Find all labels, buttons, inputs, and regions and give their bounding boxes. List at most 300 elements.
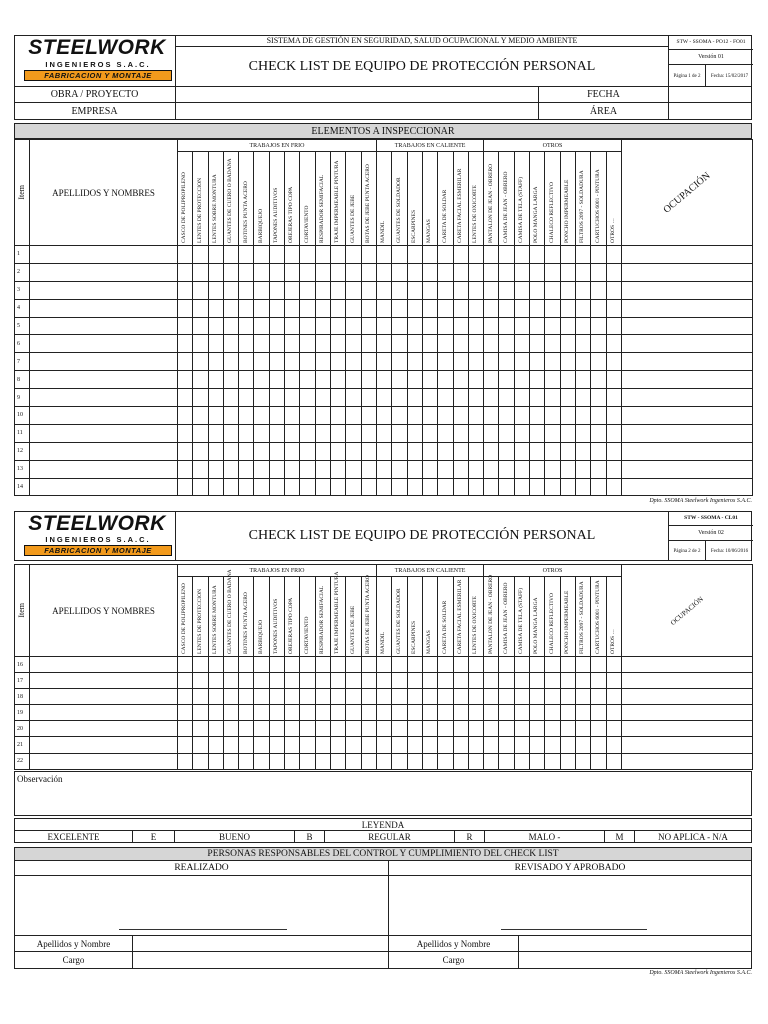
check-cell[interactable] — [392, 689, 407, 705]
check-cell[interactable] — [499, 737, 514, 753]
check-cell[interactable] — [392, 407, 407, 425]
check-cell[interactable] — [530, 299, 545, 317]
check-cell[interactable] — [223, 460, 238, 478]
check-cell[interactable] — [254, 389, 269, 407]
check-cell[interactable] — [208, 317, 223, 335]
check-cell[interactable] — [315, 478, 330, 496]
check-cell[interactable] — [606, 442, 621, 460]
check-cell[interactable] — [315, 424, 330, 442]
check-cell[interactable] — [575, 389, 590, 407]
check-cell[interactable] — [453, 281, 468, 299]
check-cell[interactable] — [453, 705, 468, 721]
check-cell[interactable] — [438, 263, 453, 281]
check-cell[interactable] — [330, 442, 345, 460]
check-cell[interactable] — [575, 335, 590, 353]
name-cell[interactable] — [30, 460, 178, 478]
name-cell[interactable] — [30, 371, 178, 389]
check-cell[interactable] — [193, 705, 208, 721]
check-cell[interactable] — [575, 673, 590, 689]
check-cell[interactable] — [193, 721, 208, 737]
check-cell[interactable] — [591, 657, 606, 673]
check-cell[interactable] — [377, 246, 392, 264]
check-cell[interactable] — [530, 705, 545, 721]
check-cell[interactable] — [468, 389, 483, 407]
check-cell[interactable] — [254, 407, 269, 425]
obra-input[interactable] — [176, 87, 538, 103]
check-cell[interactable] — [239, 371, 254, 389]
check-cell[interactable] — [193, 478, 208, 496]
check-cell[interactable] — [438, 460, 453, 478]
check-cell[interactable] — [223, 299, 238, 317]
check-cell[interactable] — [591, 442, 606, 460]
check-cell[interactable] — [468, 753, 483, 769]
check-cell[interactable] — [315, 281, 330, 299]
check-cell[interactable] — [239, 657, 254, 673]
check-cell[interactable] — [606, 371, 621, 389]
check-cell[interactable] — [606, 335, 621, 353]
check-cell[interactable] — [239, 263, 254, 281]
check-cell[interactable] — [300, 442, 315, 460]
check-cell[interactable] — [530, 737, 545, 753]
check-cell[interactable] — [346, 721, 361, 737]
check-cell[interactable] — [300, 657, 315, 673]
check-cell[interactable] — [484, 335, 499, 353]
check-cell[interactable] — [438, 353, 453, 371]
check-cell[interactable] — [591, 407, 606, 425]
check-cell[interactable] — [392, 424, 407, 442]
check-cell[interactable] — [193, 460, 208, 478]
check-cell[interactable] — [407, 353, 422, 371]
check-cell[interactable] — [392, 299, 407, 317]
check-cell[interactable] — [330, 389, 345, 407]
ocupacion-cell[interactable] — [621, 460, 752, 478]
check-cell[interactable] — [468, 657, 483, 673]
check-cell[interactable] — [377, 407, 392, 425]
check-cell[interactable] — [223, 263, 238, 281]
check-cell[interactable] — [591, 317, 606, 335]
check-cell[interactable] — [392, 246, 407, 264]
check-cell[interactable] — [530, 424, 545, 442]
check-cell[interactable] — [606, 389, 621, 407]
check-cell[interactable] — [407, 299, 422, 317]
check-cell[interactable] — [330, 371, 345, 389]
check-cell[interactable] — [193, 389, 208, 407]
check-cell[interactable] — [484, 246, 499, 264]
check-cell[interactable] — [239, 317, 254, 335]
check-cell[interactable] — [591, 705, 606, 721]
check-cell[interactable] — [223, 442, 238, 460]
check-cell[interactable] — [591, 353, 606, 371]
check-cell[interactable] — [514, 657, 529, 673]
check-cell[interactable] — [438, 389, 453, 407]
check-cell[interactable] — [484, 657, 499, 673]
check-cell[interactable] — [346, 673, 361, 689]
check-cell[interactable] — [407, 407, 422, 425]
check-cell[interactable] — [606, 657, 621, 673]
check-cell[interactable] — [606, 478, 621, 496]
check-cell[interactable] — [361, 460, 376, 478]
check-cell[interactable] — [438, 737, 453, 753]
check-cell[interactable] — [377, 317, 392, 335]
check-cell[interactable] — [422, 335, 437, 353]
check-cell[interactable] — [484, 753, 499, 769]
check-cell[interactable] — [300, 407, 315, 425]
check-cell[interactable] — [300, 281, 315, 299]
check-cell[interactable] — [208, 460, 223, 478]
check-cell[interactable] — [223, 389, 238, 407]
check-cell[interactable] — [591, 281, 606, 299]
check-cell[interactable] — [285, 721, 300, 737]
check-cell[interactable] — [223, 371, 238, 389]
check-cell[interactable] — [530, 281, 545, 299]
check-cell[interactable] — [453, 460, 468, 478]
name-cell[interactable] — [30, 478, 178, 496]
check-cell[interactable] — [377, 371, 392, 389]
check-cell[interactable] — [223, 281, 238, 299]
check-cell[interactable] — [545, 371, 560, 389]
ocupacion-cell[interactable] — [621, 657, 752, 673]
check-cell[interactable] — [407, 721, 422, 737]
check-cell[interactable] — [285, 335, 300, 353]
name-cell[interactable] — [30, 753, 178, 769]
check-cell[interactable] — [545, 721, 560, 737]
check-cell[interactable] — [239, 460, 254, 478]
check-cell[interactable] — [484, 353, 499, 371]
check-cell[interactable] — [422, 705, 437, 721]
check-cell[interactable] — [193, 353, 208, 371]
check-cell[interactable] — [545, 705, 560, 721]
check-cell[interactable] — [178, 299, 193, 317]
cargo-input-left[interactable] — [133, 952, 389, 968]
check-cell[interactable] — [422, 299, 437, 317]
name-cell[interactable] — [30, 335, 178, 353]
check-cell[interactable] — [606, 705, 621, 721]
check-cell[interactable] — [560, 753, 575, 769]
check-cell[interactable] — [514, 246, 529, 264]
check-cell[interactable] — [392, 737, 407, 753]
check-cell[interactable] — [330, 478, 345, 496]
check-cell[interactable] — [468, 460, 483, 478]
check-cell[interactable] — [545, 478, 560, 496]
check-cell[interactable] — [269, 335, 284, 353]
check-cell[interactable] — [407, 673, 422, 689]
check-cell[interactable] — [438, 335, 453, 353]
apellidos-input-right[interactable] — [519, 936, 751, 952]
check-cell[interactable] — [407, 460, 422, 478]
check-cell[interactable] — [499, 705, 514, 721]
check-cell[interactable] — [575, 281, 590, 299]
ocupacion-cell[interactable] — [621, 389, 752, 407]
check-cell[interactable] — [514, 442, 529, 460]
check-cell[interactable] — [514, 705, 529, 721]
ocupacion-cell[interactable] — [621, 478, 752, 496]
check-cell[interactable] — [285, 753, 300, 769]
check-cell[interactable] — [178, 753, 193, 769]
check-cell[interactable] — [484, 460, 499, 478]
check-cell[interactable] — [591, 460, 606, 478]
check-cell[interactable] — [208, 335, 223, 353]
check-cell[interactable] — [285, 407, 300, 425]
check-cell[interactable] — [438, 705, 453, 721]
check-cell[interactable] — [591, 424, 606, 442]
check-cell[interactable] — [193, 689, 208, 705]
check-cell[interactable] — [484, 442, 499, 460]
check-cell[interactable] — [422, 407, 437, 425]
check-cell[interactable] — [178, 657, 193, 673]
check-cell[interactable] — [575, 689, 590, 705]
check-cell[interactable] — [330, 317, 345, 335]
check-cell[interactable] — [193, 442, 208, 460]
check-cell[interactable] — [453, 317, 468, 335]
check-cell[interactable] — [223, 721, 238, 737]
check-cell[interactable] — [468, 737, 483, 753]
check-cell[interactable] — [422, 460, 437, 478]
check-cell[interactable] — [330, 281, 345, 299]
ocupacion-cell[interactable] — [621, 371, 752, 389]
check-cell[interactable] — [499, 246, 514, 264]
check-cell[interactable] — [422, 721, 437, 737]
check-cell[interactable] — [223, 317, 238, 335]
check-cell[interactable] — [560, 737, 575, 753]
check-cell[interactable] — [575, 753, 590, 769]
check-cell[interactable] — [208, 753, 223, 769]
check-cell[interactable] — [377, 705, 392, 721]
check-cell[interactable] — [208, 657, 223, 673]
check-cell[interactable] — [315, 317, 330, 335]
check-cell[interactable] — [560, 353, 575, 371]
check-cell[interactable] — [530, 721, 545, 737]
check-cell[interactable] — [300, 335, 315, 353]
check-cell[interactable] — [484, 721, 499, 737]
check-cell[interactable] — [254, 721, 269, 737]
check-cell[interactable] — [285, 657, 300, 673]
check-cell[interactable] — [407, 335, 422, 353]
check-cell[interactable] — [269, 737, 284, 753]
check-cell[interactable] — [591, 478, 606, 496]
check-cell[interactable] — [361, 705, 376, 721]
check-cell[interactable] — [254, 424, 269, 442]
check-cell[interactable] — [591, 371, 606, 389]
check-cell[interactable] — [315, 737, 330, 753]
check-cell[interactable] — [315, 657, 330, 673]
check-cell[interactable] — [300, 371, 315, 389]
check-cell[interactable] — [560, 335, 575, 353]
check-cell[interactable] — [545, 299, 560, 317]
check-cell[interactable] — [223, 353, 238, 371]
check-cell[interactable] — [178, 705, 193, 721]
check-cell[interactable] — [606, 353, 621, 371]
check-cell[interactable] — [560, 478, 575, 496]
check-cell[interactable] — [530, 317, 545, 335]
check-cell[interactable] — [300, 478, 315, 496]
check-cell[interactable] — [453, 389, 468, 407]
check-cell[interactable] — [361, 689, 376, 705]
check-cell[interactable] — [315, 442, 330, 460]
check-cell[interactable] — [223, 673, 238, 689]
check-cell[interactable] — [499, 460, 514, 478]
check-cell[interactable] — [545, 335, 560, 353]
check-cell[interactable] — [468, 353, 483, 371]
check-cell[interactable] — [193, 263, 208, 281]
check-cell[interactable] — [330, 335, 345, 353]
check-cell[interactable] — [438, 478, 453, 496]
check-cell[interactable] — [300, 246, 315, 264]
check-cell[interactable] — [575, 721, 590, 737]
check-cell[interactable] — [269, 442, 284, 460]
check-cell[interactable] — [330, 657, 345, 673]
check-cell[interactable] — [285, 705, 300, 721]
fecha-input[interactable] — [668, 87, 752, 103]
check-cell[interactable] — [285, 353, 300, 371]
check-cell[interactable] — [530, 389, 545, 407]
check-cell[interactable] — [453, 299, 468, 317]
check-cell[interactable] — [575, 317, 590, 335]
check-cell[interactable] — [315, 246, 330, 264]
check-cell[interactable] — [285, 299, 300, 317]
check-cell[interactable] — [422, 753, 437, 769]
check-cell[interactable] — [346, 317, 361, 335]
check-cell[interactable] — [484, 407, 499, 425]
check-cell[interactable] — [438, 673, 453, 689]
check-cell[interactable] — [285, 281, 300, 299]
check-cell[interactable] — [254, 281, 269, 299]
check-cell[interactable] — [453, 424, 468, 442]
check-cell[interactable] — [285, 263, 300, 281]
check-cell[interactable] — [453, 478, 468, 496]
check-cell[interactable] — [315, 460, 330, 478]
check-cell[interactable] — [361, 721, 376, 737]
check-cell[interactable] — [330, 263, 345, 281]
check-cell[interactable] — [499, 389, 514, 407]
check-cell[interactable] — [269, 389, 284, 407]
check-cell[interactable] — [392, 371, 407, 389]
check-cell[interactable] — [330, 673, 345, 689]
check-cell[interactable] — [377, 689, 392, 705]
check-cell[interactable] — [361, 317, 376, 335]
check-cell[interactable] — [545, 263, 560, 281]
check-cell[interactable] — [193, 424, 208, 442]
check-cell[interactable] — [300, 299, 315, 317]
check-cell[interactable] — [453, 442, 468, 460]
ocupacion-cell[interactable] — [621, 689, 752, 705]
check-cell[interactable] — [377, 737, 392, 753]
check-cell[interactable] — [560, 263, 575, 281]
check-cell[interactable] — [453, 673, 468, 689]
check-cell[interactable] — [499, 673, 514, 689]
check-cell[interactable] — [208, 705, 223, 721]
check-cell[interactable] — [392, 335, 407, 353]
ocupacion-cell[interactable] — [621, 246, 752, 264]
check-cell[interactable] — [361, 424, 376, 442]
check-cell[interactable] — [346, 753, 361, 769]
check-cell[interactable] — [254, 335, 269, 353]
check-cell[interactable] — [346, 737, 361, 753]
check-cell[interactable] — [514, 478, 529, 496]
check-cell[interactable] — [591, 263, 606, 281]
check-cell[interactable] — [575, 371, 590, 389]
check-cell[interactable] — [330, 753, 345, 769]
check-cell[interactable] — [254, 442, 269, 460]
check-cell[interactable] — [499, 371, 514, 389]
check-cell[interactable] — [254, 460, 269, 478]
check-cell[interactable] — [315, 705, 330, 721]
check-cell[interactable] — [514, 424, 529, 442]
check-cell[interactable] — [239, 689, 254, 705]
check-cell[interactable] — [239, 389, 254, 407]
check-cell[interactable] — [285, 737, 300, 753]
check-cell[interactable] — [392, 673, 407, 689]
check-cell[interactable] — [606, 407, 621, 425]
check-cell[interactable] — [407, 317, 422, 335]
check-cell[interactable] — [530, 478, 545, 496]
check-cell[interactable] — [591, 737, 606, 753]
check-cell[interactable] — [422, 657, 437, 673]
check-cell[interactable] — [514, 281, 529, 299]
check-cell[interactable] — [239, 407, 254, 425]
check-cell[interactable] — [560, 689, 575, 705]
check-cell[interactable] — [254, 353, 269, 371]
check-cell[interactable] — [269, 299, 284, 317]
check-cell[interactable] — [239, 753, 254, 769]
check-cell[interactable] — [484, 478, 499, 496]
check-cell[interactable] — [438, 657, 453, 673]
check-cell[interactable] — [545, 657, 560, 673]
check-cell[interactable] — [514, 689, 529, 705]
check-cell[interactable] — [239, 705, 254, 721]
name-cell[interactable] — [30, 407, 178, 425]
check-cell[interactable] — [530, 263, 545, 281]
check-cell[interactable] — [392, 478, 407, 496]
ocupacion-cell[interactable] — [621, 753, 752, 769]
check-cell[interactable] — [346, 424, 361, 442]
check-cell[interactable] — [438, 299, 453, 317]
check-cell[interactable] — [223, 753, 238, 769]
check-cell[interactable] — [361, 753, 376, 769]
check-cell[interactable] — [346, 246, 361, 264]
check-cell[interactable] — [178, 281, 193, 299]
check-cell[interactable] — [499, 335, 514, 353]
check-cell[interactable] — [361, 281, 376, 299]
check-cell[interactable] — [377, 657, 392, 673]
ocupacion-cell[interactable] — [621, 281, 752, 299]
check-cell[interactable] — [560, 424, 575, 442]
check-cell[interactable] — [346, 281, 361, 299]
check-cell[interactable] — [560, 389, 575, 407]
check-cell[interactable] — [468, 424, 483, 442]
check-cell[interactable] — [330, 353, 345, 371]
check-cell[interactable] — [254, 689, 269, 705]
check-cell[interactable] — [545, 407, 560, 425]
check-cell[interactable] — [330, 721, 345, 737]
check-cell[interactable] — [453, 737, 468, 753]
check-cell[interactable] — [468, 721, 483, 737]
check-cell[interactable] — [178, 371, 193, 389]
check-cell[interactable] — [392, 353, 407, 371]
check-cell[interactable] — [484, 705, 499, 721]
check-cell[interactable] — [392, 721, 407, 737]
check-cell[interactable] — [453, 246, 468, 264]
check-cell[interactable] — [315, 689, 330, 705]
check-cell[interactable] — [530, 407, 545, 425]
check-cell[interactable] — [223, 657, 238, 673]
check-cell[interactable] — [208, 673, 223, 689]
check-cell[interactable] — [499, 281, 514, 299]
check-cell[interactable] — [239, 424, 254, 442]
check-cell[interactable] — [346, 460, 361, 478]
check-cell[interactable] — [285, 317, 300, 335]
check-cell[interactable] — [193, 673, 208, 689]
check-cell[interactable] — [560, 407, 575, 425]
